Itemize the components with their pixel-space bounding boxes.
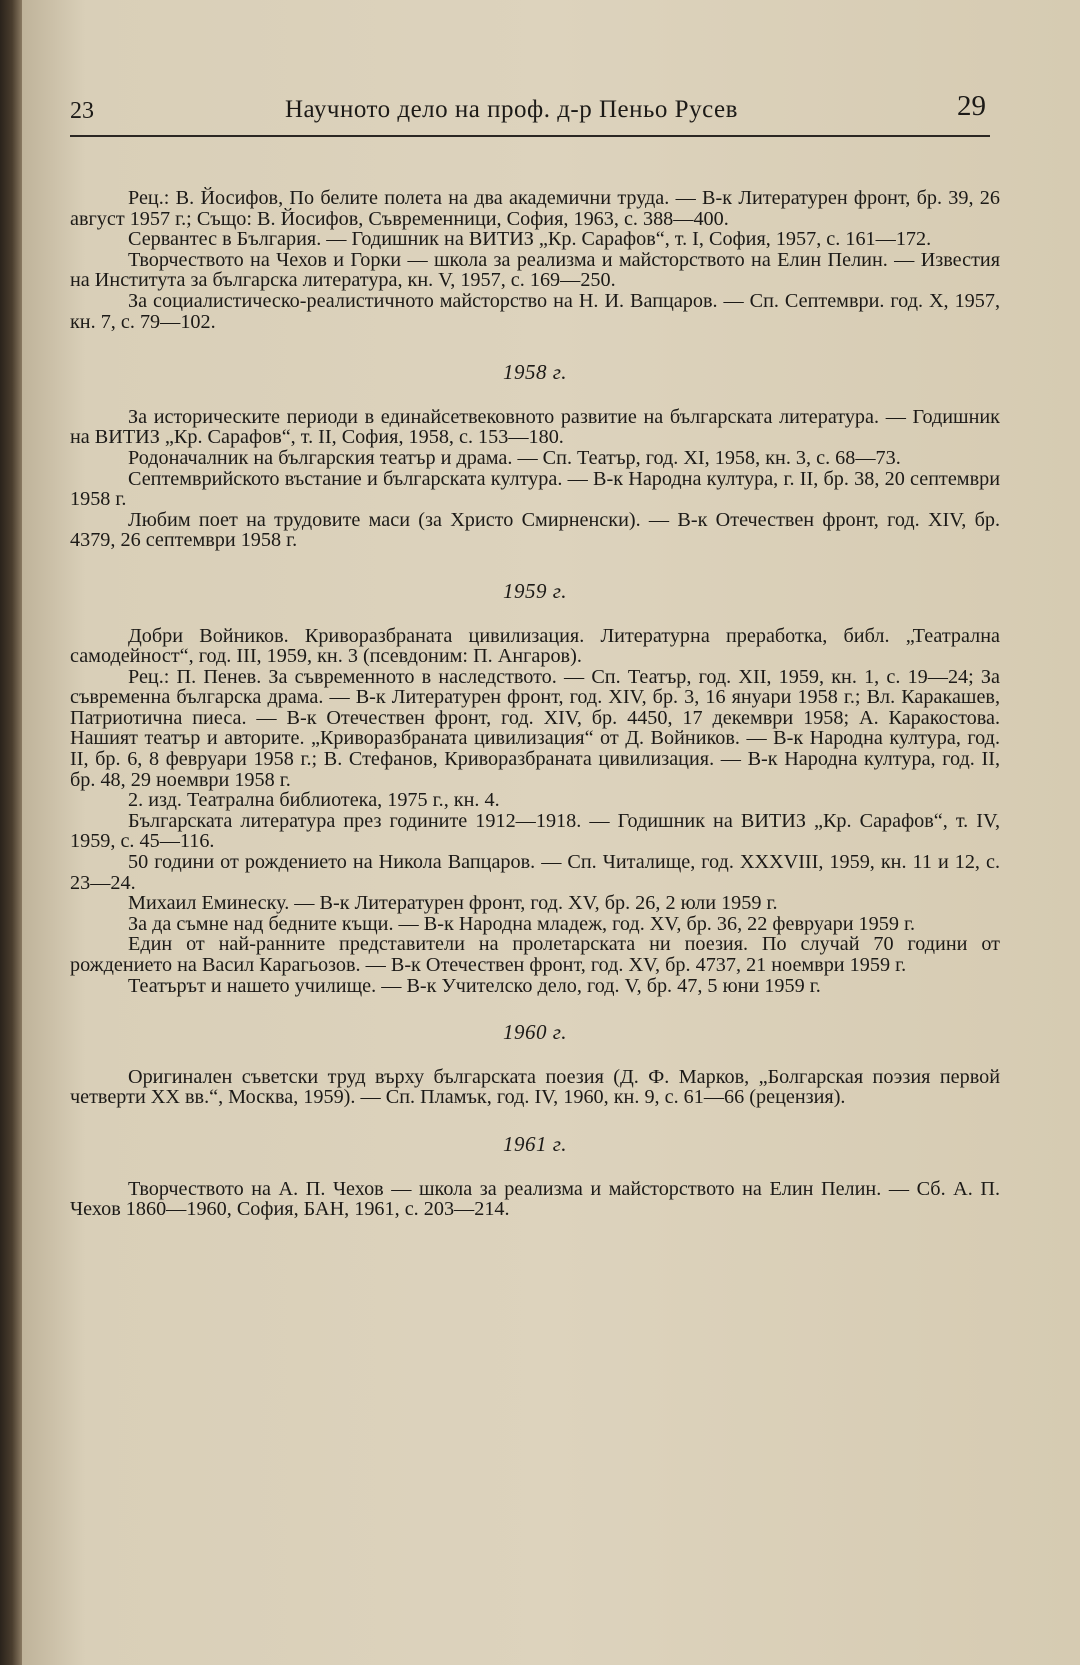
bibliography-entry: Добри Войников. Криворазбраната цивилизация. Литературна преработка, библ. „Театрална самодейност“, год. III, 1959, кн. 3 (псевдоним: П. Ангаров). xyxy=(70,624,1000,668)
bibliography-entry: Сервантес в България. — Годишник на ВИТИЗ „Кр. Сарафов“, т. I, София, 1957, с. 161—172. xyxy=(128,228,932,251)
running-title: Научното дело на проф. д-р Пеньо Русев xyxy=(285,96,738,123)
page-number: 29 xyxy=(957,90,986,122)
header-left-number: 23 xyxy=(70,98,94,124)
book-spine-shadow xyxy=(0,0,22,1665)
bibliography-entry: Театърът и нашето училище. — В-к Учителско дело, год. V, бр. 47, 5 юни 1959 г. xyxy=(128,974,821,997)
year-heading: 1958 г. xyxy=(503,360,567,385)
bibliography-entry: За социалистическо-реалистичното майсторство на Н. И. Вапцаров. — Сп. Септември. год. X, 1957, кн. 7, с. 79—102. xyxy=(70,289,1000,333)
bibliography-entry: 50 години от рождението на Никола Вапцаров. — Сп. Читалище, год. XXXVIII, 1959, кн. 11 и 12, с. 23—24. xyxy=(70,851,1000,894)
year-heading: 1960 г. xyxy=(503,1020,567,1045)
bibliography-entry: Българската литература през годините 1912—1918. — Годишник на ВИТИЗ „Кр. Сарафов“, т. IV, 1959, с. 45—116. xyxy=(70,809,1000,853)
bibliography-entry: Септемврийското въстание и българската култура. — В-к Народна култура, г. II, бр. 38, 20 септември 1958 г. xyxy=(70,467,1000,511)
bibliography-entry: Оригинален съветски труд върху българската поезия (Д. Ф. Марков, „Болгарская поэзия первой четверти XX вв.“, Москва, 1959). — Сп. Пламък, год. IV, 1960, кн. 9, с. 61—66 (рецензия). xyxy=(70,1065,1000,1109)
bibliography-entry: Рец.: П. Пенев. За съвременното в наследството. — Сп. Театър, год. XII, 1959, кн. 1, с. 19—24; За съвременна българска драма. — В-к Литературен фронт, год. XIV, бр. 3, 16 януари 1958 г.; Вл. Каракашев, Патриотична пиеса. — В-к Отечествен фронт, год. XIV, бр. 4450, 17 декември 1958; А. Каракостова. Нашият театър и авторите. „Криворазбраната цивилизация“ от Д. Войников. — В-к Народна култура, год. II, бр. 6, 8 февруари 1958 г.; В. Стефанов, Криворазбраната цивилизация. — В-к Народна култура, год. II, бр. 48, 29 ноември 1958 г. xyxy=(70,665,1000,791)
year-heading: 1959 г. xyxy=(503,578,567,603)
bibliography-entry: Любим поет на трудовите маси (за Христо Смирненски). — В-к Отечествен фронт, год. XIV, бр. 4379, 26 септември 1958 г. xyxy=(70,508,1000,552)
bibliography-entry: За да съмне над бедните къщи. — В-к Народна младеж, год. XV, бр. 36, 22 февруари 1959 г. xyxy=(128,912,916,935)
bibliography-entry: Родоначалник на българския театър и драма. — Сп. Театър, год. XI, 1958, кн. 3, с. 68—73. xyxy=(128,446,901,469)
bibliography-entry: За историческите периоди в единайсетвековното развитие на българската литература. — Годишник на ВИТИЗ „Кр. Сарафов“, т. II, София, 1958, с. 153—180. xyxy=(70,405,1000,449)
bibliography-entry: 2. изд. Театрална библиотека, 1975 г., кн. 4. xyxy=(128,789,500,812)
year-heading: 1961 г. xyxy=(503,1131,567,1156)
bibliography-entry: Творчеството на Чехов и Горки — школа за реализма и майсторството на Елин Пелин. — Известия на Института за българска литература, кн. V, 1957, с. 169—250. xyxy=(70,248,1000,292)
bibliography-entry: Михаил Еминеску. — В-к Литературен фронт, год. XV, бр. 26, 2 юли 1959 г. xyxy=(128,892,778,915)
bibliography-entry: Един от най-ранните представители на пролетарската ни поезия. По случай 70 години от рождението на Васил Карагьозов. — В-к Отечествен фронт, год. XV, бр. 4737, 21 ноември 1959 г. xyxy=(70,933,1000,976)
book-page xyxy=(22,0,1080,1665)
header-rule xyxy=(70,135,990,137)
running-header xyxy=(70,90,990,130)
bibliography-body xyxy=(70,188,1000,1220)
bibliography-entry: Творчеството на А. П. Чехов — школа за реализма и майсторството на Елин Пелин. — Сб. А. П. Чехов 1860—1960, София, БАН, 1961, с. 203—214. xyxy=(70,1177,1000,1221)
bibliography-entry: Рец.: В. Йосифов, По белите полета на два академични труда. — В-к Литературен фронт, бр. 39, 26 август 1957 г.; Също: В. Йосифов, Съвременници, София, 1963, с. 388—400. xyxy=(70,187,1000,230)
